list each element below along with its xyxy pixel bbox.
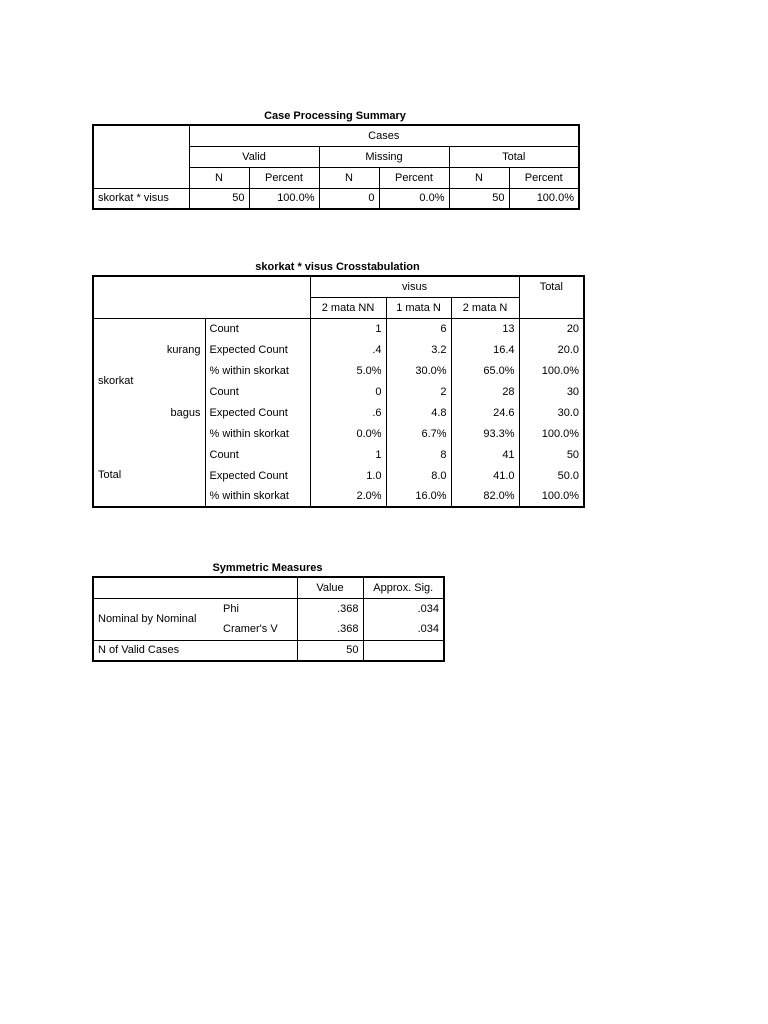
crosstab-cell: 2 [386,381,451,402]
sm-sig: .034 [363,619,444,640]
crosstab-stat-label: % within skorkat [205,486,310,507]
crosstab-cell: 4.8 [386,402,451,423]
crosstab-row-var-label: skorkat [93,318,149,444]
symmetric-measures-title: Symmetric Measures [212,562,323,574]
crosstab-cell: 8.0 [386,465,451,486]
cps-subheader: N [319,167,379,188]
crosstab-cell: 6.7% [386,423,451,444]
crosstab-col-header: 2 mata NN [310,297,386,318]
sm-corner-cell [93,577,297,598]
sm-row-label: Phi [219,598,297,619]
crosstab-cell: 8 [386,444,451,465]
cps-group-missing: Missing [319,146,449,167]
crosstab-cell: 3.2 [386,339,451,360]
sm-value: .368 [297,598,363,619]
crosstab-col-header: 1 mata N [386,297,451,318]
sm-value: .368 [297,619,363,640]
sm-valid-cases-value: 50 [297,640,363,661]
crosstab-row-total: 30.0 [519,402,584,423]
cps-subheader: N [189,167,249,188]
crosstab-cell: 28 [451,381,519,402]
crosstab-row-total: 100.0% [519,360,584,381]
cps-value: 50 [189,188,249,209]
cps-subheader: Percent [249,167,319,188]
crosstab-stat-label: Expected Count [205,402,310,423]
crosstab-row-total: 20.0 [519,339,584,360]
crosstab-cell: 13 [451,318,519,339]
crosstab-title: skorkat * visus Crosstabulation [255,261,420,273]
case-processing-summary-title: Case Processing Summary [264,110,406,122]
crosstab-cell: 41 [451,444,519,465]
cps-subheader: N [449,167,509,188]
crosstab-cell: 0 [310,381,386,402]
crosstab-stat-label: Count [205,318,310,339]
crosstab-cell: 2.0% [310,486,386,507]
crosstab-stat-label: % within skorkat [205,360,310,381]
crosstab-stat-label: Count [205,381,310,402]
cps-group-total: Total [449,146,579,167]
cps-value: 0.0% [379,188,449,209]
crosstab-col-group: visus [310,276,519,297]
crosstab-row-total: 50.0 [519,465,584,486]
cps-corner-cell [93,125,189,188]
crosstab-cell: 41.0 [451,465,519,486]
sm-group-label: Nominal by Nominal [93,598,219,640]
crosstab-table [92,275,585,508]
crosstab-stat-label: Count [205,444,310,465]
sm-header-value: Value [297,577,363,598]
crosstab-row-total: 50 [519,444,584,465]
cps-subheader: Percent [509,167,579,188]
cps-cases-header: Cases [189,125,579,146]
crosstab-cell: 16.4 [451,339,519,360]
crosstab-cell: 16.0% [386,486,451,507]
cps-row-label: skorkat * visus [93,188,189,209]
cps-value: 100.0% [509,188,579,209]
crosstab-cell: 93.3% [451,423,519,444]
sm-valid-cases-label: N of Valid Cases [93,640,297,661]
crosstab-cell: .4 [310,339,386,360]
crosstab-row-total: 30 [519,381,584,402]
crosstab-col-header: 2 mata N [451,297,519,318]
symmetric-measures-table [92,576,445,662]
crosstab-total-header: Total [519,276,584,318]
crosstab-cell: 1.0 [310,465,386,486]
sm-sig: .034 [363,598,444,619]
crosstab-cell: 1 [310,318,386,339]
crosstab-group-label: bagus [149,381,205,444]
crosstab-cell: 0.0% [310,423,386,444]
crosstab-group-label: kurang [149,318,205,381]
crosstab-row-total: 20 [519,318,584,339]
crosstab-cell: 6 [386,318,451,339]
sm-row-label: Cramer's V [219,619,297,640]
sm-header-sig: Approx. Sig. [363,577,444,598]
crosstab-cell: 65.0% [451,360,519,381]
crosstab-stat-label: % within skorkat [205,423,310,444]
crosstab-total-row-label: Total [93,444,205,507]
crosstab-row-total: 100.0% [519,486,584,507]
crosstab-stat-label: Expected Count [205,465,310,486]
case-processing-summary-table [92,124,580,210]
sm-empty-cell [363,640,444,661]
cps-value: 100.0% [249,188,319,209]
crosstab-cell: 82.0% [451,486,519,507]
crosstab-stat-label: Expected Count [205,339,310,360]
crosstab-row-total: 100.0% [519,423,584,444]
crosstab-cell: .6 [310,402,386,423]
crosstab-corner-cell [93,276,310,318]
crosstab-cell: 5.0% [310,360,386,381]
crosstab-cell: 30.0% [386,360,451,381]
crosstab-cell: 24.6 [451,402,519,423]
cps-group-valid: Valid [189,146,319,167]
cps-subheader: Percent [379,167,449,188]
cps-value: 0 [319,188,379,209]
crosstab-cell: 1 [310,444,386,465]
cps-value: 50 [449,188,509,209]
